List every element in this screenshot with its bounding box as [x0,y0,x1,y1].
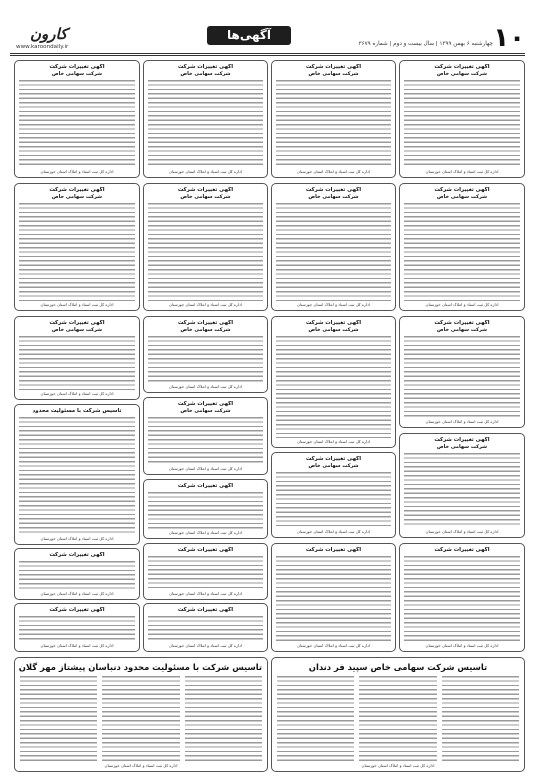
notice-box [143,603,268,652]
notice-title: آگهی تغییرات شرکت [177,320,234,326]
notice-footer: اداره کل ثبت اسناد و املاک استان خوزستان [297,439,370,444]
notice-box [271,452,396,538]
notice-title: آگهی تغییرات شرکت [434,320,490,326]
notice-footer: اداره کل ثبت اسناد و املاک استان خوزستان [425,419,499,424]
notice-subtitle: شرکت سهامی خاص [180,194,231,200]
notice-title: آگهی تغییرات شرکت [434,547,490,553]
notice-box [143,60,268,178]
notice-subtitle: شرکت سهامی خاص [51,327,103,333]
notice-subtitle: شرکت سهامی خاص [180,408,231,414]
notice-footer: اداره کل ثبت اسناد و املاک استان خوزستان [169,169,242,174]
notice-box [271,543,396,652]
body-text-column [20,676,97,762]
notice-box [143,183,268,311]
notice-subtitle: شرکت سهامی خاص [51,194,103,200]
body-text-column [185,676,262,762]
notice-body-text [276,336,391,439]
notice-footer: اداره کل ثبت اسناد و املاک استان خوزستان [297,302,370,307]
notice-footer: اداره کل ثبت اسناد و املاک استان خوزستان [104,763,178,768]
notice-box [143,316,268,393]
notice-box [271,316,396,448]
notice-title: آگهی تغییرات شرکت [305,320,362,326]
notice-title: آگهی تغییرات شرکت [305,187,362,193]
website-url: www.karoondaily.ir [16,44,69,50]
notice-box [399,316,525,428]
notice-subtitle: شرکت سهامی خاص [308,71,359,77]
section-logo: آگهی‌ها [207,26,291,45]
page-number: ۱۰ [493,23,525,53]
notice-body-text [148,336,263,384]
founding-notice-body [277,676,519,762]
notice-footer: اداره کل ثبت اسناد و املاک استان خوزستان [40,169,114,174]
body-text-column [359,676,436,762]
notice-box [143,479,268,539]
notice-body-text [148,80,263,169]
notice-box [143,397,268,475]
notice-title: آگهی تغییرات شرکت [177,547,234,553]
founding-notice-title: تاسیس شرکت سهامی خاص سپید فر دندان [308,662,488,672]
notice-body-text [148,417,263,466]
notice-footer: اداره کل ثبت اسناد و املاک استان خوزستان [169,466,242,471]
notice-box [399,543,525,652]
notice-body-text [276,472,391,529]
notice-title: آگهی تغییرات شرکت [305,547,362,553]
notice-body-text [404,556,520,642]
notice-title: آگهی تغییرات شرکت [49,607,105,613]
notice-footer: اداره کل ثبت اسناد و املاک استان خوزستان [40,391,114,396]
notice-subtitle: شرکت سهامی خاص [436,194,488,200]
notice-subtitle: شرکت سهامی خاص [436,327,488,333]
notice-box [399,183,525,311]
notice-title: آگهی تغییرات شرکت [177,401,234,407]
notice-body-text [148,556,263,590]
notice-footer: اداره کل ثبت اسناد و املاک استان خوزستان [297,169,370,174]
notice-title: آگهی تغییرات شرکت [434,64,490,70]
notice-subtitle: شرکت سهامی خاص [180,71,231,77]
notice-body-text [404,80,520,169]
notice-footer: اداره کل ثبت اسناد و املاک استان خوزستان [169,643,242,648]
body-text-column [102,676,179,762]
notice-box [14,603,140,652]
notice-title: آگهی تغییرات شرکت [49,187,105,193]
notice-title: آگهی تغییرات شرکت [49,64,105,70]
notice-title: آگهی تغییرات شرکت [305,64,362,70]
notice-footer: اداره کل ثبت اسناد و املاک استان خوزستان [425,643,499,648]
header-divider [10,53,525,54]
notice-footer: اداره کل ثبت اسناد و املاک استان خوزستان [425,169,499,174]
notice-subtitle: شرکت سهامی خاص [308,194,359,200]
notice-footer: اداره کل ثبت اسناد و املاک استان خوزستان [297,529,370,534]
notice-title: تاسیس شرکت با مسئولیت محدود [32,408,122,414]
notice-footer: اداره کل ثبت اسناد و املاک استان خوزستان [40,302,114,307]
notice-title: آگهی تغییرات شرکت [49,320,105,326]
notice-body-text [19,616,135,642]
newspaper-name: کارون [30,25,68,43]
notice-footer: اداره کل ثبت اسناد و املاک استان خوزستان [169,384,242,389]
notice-subtitle: شرکت سهامی خاص [308,463,359,469]
notice-body-text [19,203,135,302]
body-text-column [277,676,354,762]
notice-footer: اداره کل ثبت اسناد و املاک استان خوزستان [297,643,370,648]
notice-footer: اداره کل ثبت اسناد و املاک استان خوزستان [169,591,242,596]
notice-box [14,548,140,600]
notice-title: آگهی تغییرات شرکت [177,483,234,489]
notice-title: آگهی تغییرات شرکت [49,552,105,558]
notice-box [14,404,140,545]
notice-body-text [19,80,135,169]
notice-title: آگهی تغییرات شرکت [177,187,234,193]
notice-body-text [404,453,520,529]
founding-notice-box [14,657,268,772]
notice-footer: اداره کل ثبت اسناد و املاک استان خوزستان [425,302,499,307]
notice-body-text [404,336,520,419]
notice-box [271,183,396,311]
notice-box [143,543,268,600]
notice-box [14,60,140,178]
notice-body-text [404,203,520,302]
notice-footer: اداره کل ثبت اسناد و املاک استان خوزستان [425,529,499,534]
notice-box [271,60,396,178]
notice-body-text [276,203,391,302]
notice-footer: اداره کل ثبت اسناد و املاک استان خوزستان [40,591,114,596]
notice-body-text [276,556,391,642]
notice-subtitle: شرکت سهامی خاص [308,327,359,333]
notice-title: آگهی تغییرات شرکت [177,64,234,70]
notice-footer: اداره کل ثبت اسناد و املاک استان خوزستان [40,643,114,648]
notice-body-text [276,80,391,169]
notice-title: آگهی تغییرات شرکت [177,607,234,613]
notice-body-text [19,561,135,590]
notice-box [399,60,525,178]
header-divider-thin [10,55,525,56]
notice-footer: اداره کل ثبت اسناد و املاک استان خوزستان [169,302,242,307]
notice-body-text [19,336,135,391]
notice-body-text [148,616,263,642]
notice-title: آگهی تغییرات شرکت [434,437,490,443]
notice-subtitle: شرکت سهامی خاص [51,71,103,77]
notice-subtitle: شرکت سهامی خاص [436,71,488,77]
issue-date-line: چهارشنبه ۶ بهمن ۱۳۹۹ | سال بیست و دوم | شماره ۳۶۷۹ [358,41,493,47]
founding-notice-body [20,676,262,762]
notice-title: آگهی تغییرات شرکت [305,456,362,462]
notice-box [14,183,140,311]
notice-footer: اداره کل ثبت اسناد و املاک استان خوزستان [361,763,435,768]
notice-subtitle: شرکت سهامی خاص [180,327,231,333]
notice-body-text [148,203,263,302]
notice-box [14,316,140,400]
body-text-column [442,676,519,762]
notice-box [399,433,525,538]
founding-notice-box [271,657,525,772]
notice-subtitle: شرکت سهامی خاص [436,444,488,450]
founding-notice-title: تاسیس شرکت با مسئولیت محدود دنباسان پیشتاز مهر گلان [18,662,262,672]
notice-body-text [19,417,135,535]
notice-title: آگهی تغییرات شرکت [434,187,490,193]
notice-footer: اداره کل ثبت اسناد و املاک استان خوزستان [40,536,114,541]
notice-body-text [148,492,263,529]
notice-footer: اداره کل ثبت اسناد و املاک استان خوزستان [169,530,242,535]
